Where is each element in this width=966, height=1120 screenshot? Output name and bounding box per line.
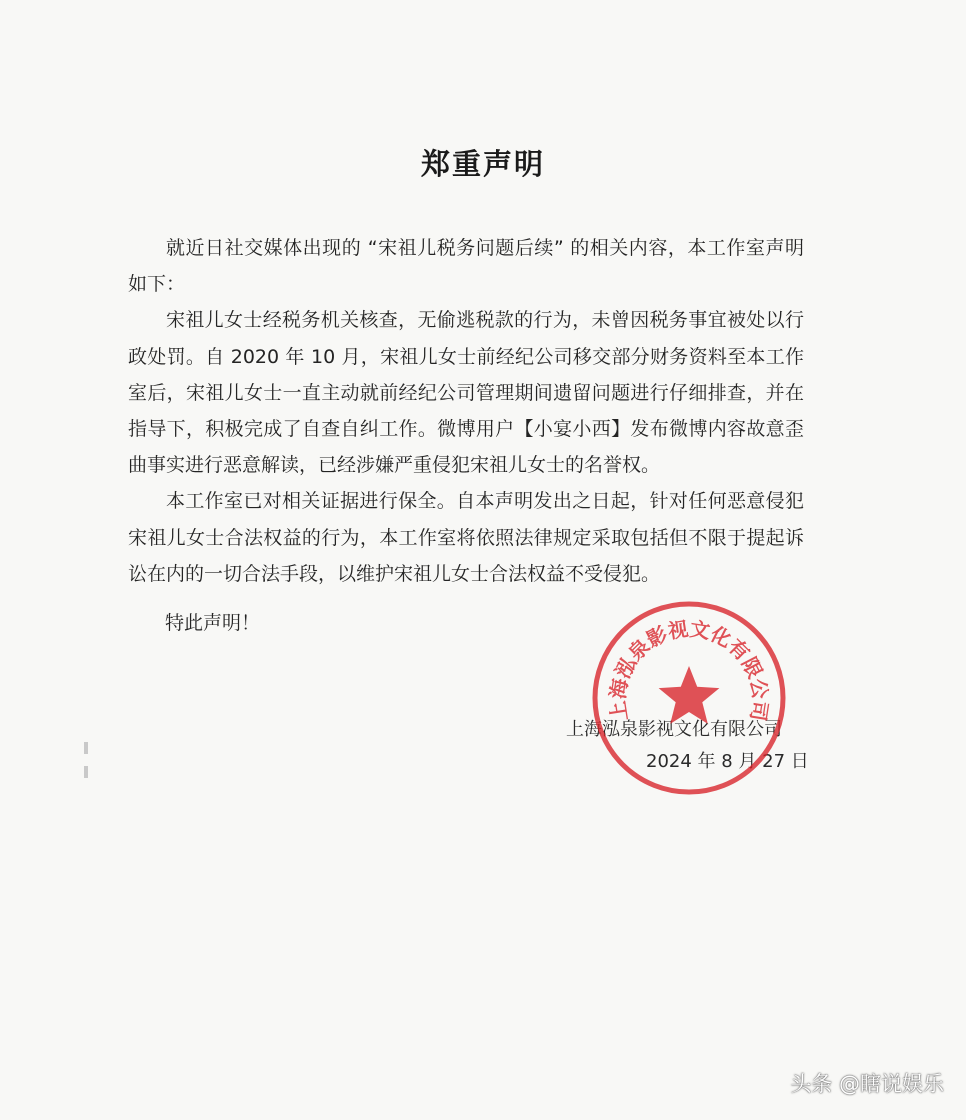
seal-text: 上海泓泉影视文化有限公司 <box>605 616 773 723</box>
scan-mark <box>84 742 88 754</box>
closing-statement: 特此声明！ <box>165 612 261 634</box>
signature-company: 上海泓泉影视文化有限公司 <box>566 719 782 740</box>
paragraph-tax-review: 宋祖儿女士经税务机关核查，无偷逃税款的行为，未曾因税务事宜被处以行政处罚。自 2020 年 10 月，宋祖儿女士前经纪公司移交部分财务资料至本工作室后，宋祖儿女士一直主动就前经纪公司管理期间遗留问题进行仔细排查，并在指导下，积极完成了自查自纠工作。微博用户【小宴小西】发布微博内容故意歪曲事实进行恶意解读，已经涉嫌严重侵犯宋祖儿女士的名誉权。 <box>128 309 804 477</box>
intro-paragraph: 就近日社交媒体出现的 “宋祖儿税务问题后续” 的相关内容，本工作室声明如下： <box>128 237 804 296</box>
company-seal <box>589 598 789 798</box>
signature-date: 2024 年 8 月 27 日 <box>646 751 809 772</box>
paragraph-legal-action: 本工作室已对相关证据进行保全。自本声明发出之日起，针对任何恶意侵犯宋祖儿女士合法权益的行为，本工作室将依照法律规定采取包括但不限于提起诉讼在内的一切合法手段，以维护宋祖儿女士合法权益不受侵犯。 <box>128 490 804 585</box>
document-body <box>128 230 804 592</box>
watermark: 头条 @瞎说娱乐 <box>790 1072 944 1096</box>
seal-star-icon <box>659 666 720 724</box>
document-title: 郑重声明 <box>420 147 545 181</box>
scan-mark <box>84 766 88 778</box>
